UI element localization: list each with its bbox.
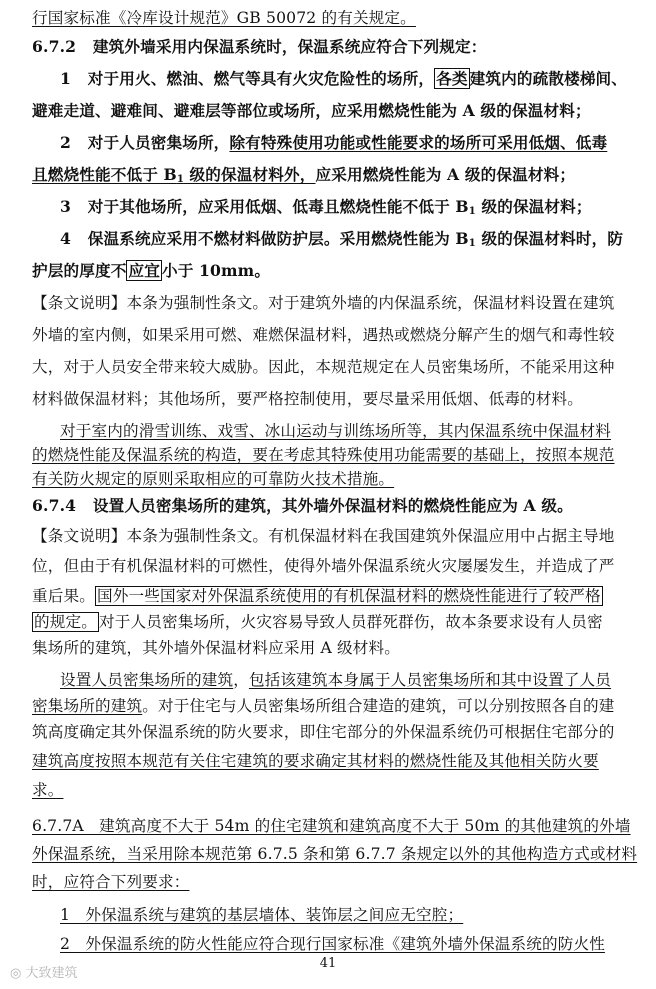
clause-6-7-2-heading: 6.7.2 建筑外墙采用内保温系统时，保温系统应符合下列规定：: [32, 37, 487, 56]
commentary-line: 【条文说明】本条为强制性条文。对于建筑外墙的内保温系统，保温材料设置在建筑: [32, 294, 615, 312]
commentary-line: 重后果。 国外一些国家对外保温系统使用的有机保温材料的燃烧性能进行了较严格: [32, 587, 601, 605]
commentary-line: 设置人员密集场所的建筑，包括该建筑本身属于人员密集场所和其中设置了人员: [60, 671, 612, 689]
clause-item-2: 2 外保温系统的防火性能应符合现行国家标准《建筑外墙外保温系统的防火性: [60, 935, 605, 953]
paragraph-line: 行国家标准《冷库设计规范》GB 50072 的有关规定。: [32, 9, 416, 27]
paragraph-line: 护层的厚度不 应宜 小于 10mm。: [32, 261, 271, 280]
commentary-line: 材料做保温材料；其他场所，要严格控制使用，要尽量采用低烟、低毒的材料。: [32, 390, 584, 408]
commentary-line: 有关防火规定的原则采取相应的可靠防火技术措施。: [32, 470, 395, 488]
commentary-line: 位，但由于有机保温材料的可燃性，使得外墙外保温系统火灾屡屡发生，并造成了严: [32, 557, 615, 575]
commentary-line: 【条文说明】本条为强制性条文。有机保温材料在我国建筑外保温应用中占据主导地: [32, 527, 615, 545]
revision-box: 的规定。: [34, 613, 97, 631]
clause-6-7-4-heading: 6.7.4 设置人员密集场所的建筑，其外墙外保温材料的燃烧性能应为 A 级。: [32, 496, 573, 515]
clause-6-7-7a-heading: 6.7.7A 建筑高度不大于 54m 的住宅建筑和建筑高度不大于 50m 的其他建筑的外墙: [32, 817, 631, 835]
page-number: 41: [319, 956, 337, 971]
clause-item-1: 1 对于用火、燃油、燃气等具有火灾危险性的场所， 各类 建筑内的疏散楼梯间、: [60, 69, 628, 88]
clause-item-2: 2 对于人员密集场所，除有特殊使用功能或性能要求的场所可采用低烟、低毒: [60, 133, 608, 152]
commentary-line: 对于室内的滑雪训练、戏雪、冰山运动与训练场所等，其内保温系统中保温材料: [60, 422, 612, 440]
watermark-logo-icon: ◎: [10, 966, 22, 981]
commentary-line: 集场所的建筑，其外墙外保温材料应采用 A 级材料。: [32, 639, 400, 657]
commentary-line: 密集场所的建筑。对于住宅与人员密集场所组合建造的建筑，可以分别按照各自的建: [32, 697, 615, 715]
commentary-line: 大，对于人员安全带来较大威胁。因此，本规范规定在人员密集场所，不能采用这种: [32, 358, 615, 376]
paragraph-line: 时，应符合下列要求：: [32, 873, 190, 891]
revision-box: 各类: [436, 69, 468, 88]
commentary-line: 的燃烧性能及保温系统的构造，要在考虑其特殊使用功能需要的基础上，按照本规范: [32, 446, 615, 464]
clause-item-3: 3 对于其他场所，应采用低烟、低毒且燃烧性能不低于 $B_1$ 级的保温材料；: [60, 197, 592, 217]
paragraph-line: 且燃烧性能不低于 $B_1$ 级的保温材料外，应采用燃烧性能为 A 级的保温材料；: [32, 165, 576, 185]
clause-item-1: 1 外保温系统与建筑的基层墙体、装饰层之间应无空腔；: [60, 906, 464, 924]
commentary-line: 建筑高度按照本规范有关住宅建筑的要求确定其材料的燃烧性能及其他相关防火要: [32, 752, 599, 770]
commentary-line: 外墙的室内侧，如果采用可燃、难燃保温材料，遇热或燃烧分解产生的烟气和毒性较: [32, 326, 615, 344]
revision-box: 应宜: [128, 261, 160, 280]
commentary-line: 的规定。 对于人员密集场所，火灾容易导致人员群死群伤，故本条要求设有人员密: [34, 613, 603, 631]
paragraph-line: 外保温系统，当采用除本规范第 6.7.5 条和第 6.7.7 条规定以外的其他构造方式或材料: [32, 845, 638, 863]
clause-item-4: 4 保温系统应采用不燃材料做防护层。采用燃烧性能为 $B_1$ 级的保温材料时，防: [60, 229, 624, 249]
watermark: ◎ 大致建筑: [10, 966, 78, 981]
paragraph-line: 避难走道、避难间、避难层等部位或场所，应采用燃烧性能为 A 级的保温材料；: [32, 101, 591, 120]
commentary-line: 筑高度确定其外保温系统的防火要求，即住宅部分的外保温系统仍可根据住宅部分的: [32, 723, 615, 741]
revision-box: 国外一些国家对外保温系统使用的有机保温材料的燃烧性能进行了较严格: [96, 587, 601, 605]
commentary-line: 求。: [32, 781, 64, 799]
